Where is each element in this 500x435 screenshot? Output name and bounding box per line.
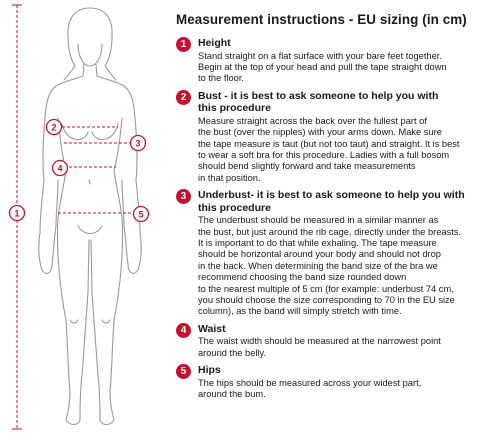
body-line: Stand straight on a flat surface with your bare feet together. bbox=[198, 50, 442, 61]
marker-waist bbox=[53, 161, 68, 176]
heading-line: this procedure bbox=[198, 201, 271, 214]
section-underbust bbox=[176, 189, 496, 318]
section-number-badge: 4 bbox=[176, 323, 191, 338]
instructions-panel bbox=[176, 12, 496, 405]
marker-underbust bbox=[131, 136, 146, 151]
section-number-badge: 2 bbox=[176, 90, 191, 105]
body-line: Measure straight across the back over the fullest part of bbox=[198, 115, 427, 126]
section-bust bbox=[176, 90, 496, 184]
body-line: the tape measure is taut (but not too taut) and straight. It is best bbox=[198, 138, 460, 149]
page-title: Measurement instructions - EU sizing (in cm) bbox=[176, 12, 467, 27]
heading-line: Bust - it is best to ask someone to help you with bbox=[198, 89, 439, 102]
body-figure-illustration bbox=[0, 0, 165, 435]
body-line: around the belly. bbox=[198, 347, 267, 358]
body-line: The waist width should be measured at the narrowest point bbox=[198, 336, 441, 347]
section-number-badge: 3 bbox=[176, 189, 191, 204]
section-body bbox=[198, 378, 496, 401]
body-line: to the nearest multiple of 5 cm (for example: underbust 74 cm, bbox=[198, 283, 454, 294]
marker-hips bbox=[134, 207, 149, 222]
body-line: column), as the band will simply stretch with time. bbox=[198, 306, 402, 317]
marker-bust bbox=[47, 120, 62, 135]
section-body bbox=[198, 51, 496, 85]
marker-height bbox=[10, 206, 25, 221]
section-heading: Hips bbox=[198, 364, 221, 377]
body-line: The hips should be measured across your widest part, bbox=[198, 377, 422, 388]
marker-bust-label: 2 bbox=[51, 122, 57, 133]
body-line: to the floor. bbox=[198, 73, 244, 84]
body-line: recommend choosing the band size rounded down bbox=[198, 272, 407, 283]
marker-underbust-label: 3 bbox=[135, 138, 141, 149]
body-line: the bust, but just around the rib cage, directly under the breasts. bbox=[198, 226, 462, 237]
body-line: around the bum. bbox=[198, 389, 266, 400]
body-line: in the back. When determining the band size of the bra we bbox=[198, 260, 438, 271]
section-waist bbox=[176, 323, 496, 359]
heading-line: Underbust- it is best to ask someone to help you with bbox=[198, 189, 465, 202]
body-line: Begin at the top of your head and pull the tape straight down bbox=[198, 61, 447, 72]
body-figure-panel bbox=[0, 0, 165, 435]
body-line: The underbust should be measured in a similar manner as bbox=[198, 215, 439, 226]
section-hips bbox=[176, 364, 496, 400]
heading-line: this procedure bbox=[198, 102, 271, 115]
section-number-badge: 1 bbox=[176, 37, 191, 52]
section-body bbox=[198, 116, 496, 184]
female-silhouette bbox=[39, 8, 142, 425]
body-line: should bend slightly forward and take measurements bbox=[198, 161, 416, 172]
section-heading bbox=[198, 90, 496, 115]
body-line: to wear a soft bra for this procedure. Ladies with a full bosom bbox=[198, 149, 450, 160]
section-heading: Waist bbox=[198, 322, 226, 335]
body-line: the bust (over the nipples) with your arms down. Make sure bbox=[198, 127, 442, 138]
body-line: It is important to do that while exhaling. The tape measure bbox=[198, 237, 437, 248]
section-number-badge: 5 bbox=[176, 364, 191, 379]
body-line: in that position. bbox=[198, 172, 261, 183]
marker-height-label: 1 bbox=[14, 208, 20, 219]
section-heading bbox=[198, 189, 496, 214]
section-height bbox=[176, 37, 496, 85]
section-heading: Height bbox=[198, 37, 231, 49]
body-line: you should choose the size corresponding to 70 in the EU size bbox=[198, 295, 455, 305]
body-line: should be horizontal around your body and should not drop bbox=[198, 249, 441, 260]
marker-hips-label: 5 bbox=[138, 209, 144, 220]
marker-waist-label: 4 bbox=[57, 163, 63, 174]
section-body bbox=[198, 336, 496, 359]
section-body bbox=[198, 215, 496, 318]
